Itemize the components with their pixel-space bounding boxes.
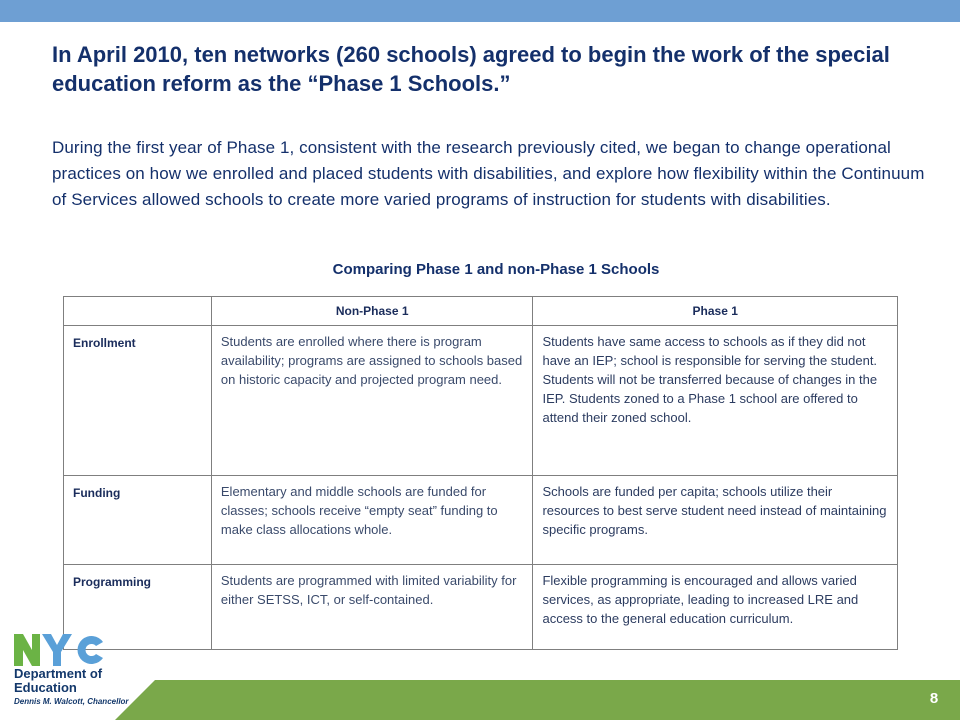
- page-number: 8: [929, 690, 939, 707]
- header-empty: [64, 297, 212, 326]
- table-row-enrollment: [64, 326, 898, 476]
- table-row-funding: [64, 476, 898, 565]
- header-phase-1: Phase 1: [533, 297, 898, 326]
- cell-funding-non-phase-1: Elementary and middle schools are funded for classes; schools receive “empty seat” funding to make class allocations whole.: [211, 476, 533, 565]
- comparison-table: [63, 296, 898, 650]
- logo-chancellor-text: Dennis M. Walcott, Chancellor: [14, 697, 129, 706]
- row-label-funding: Funding: [64, 476, 212, 565]
- slide-title: In April 2010, ten networks (260 schools) agreed to begin the work of the special education reform as the “Phase 1 Schools.”: [52, 42, 890, 96]
- table-row-programming: [64, 565, 898, 650]
- intro-paragraph: During the first year of Phase 1, consistent with the research previously cited, we began to change operational practices on how we enrolled and placed students with disabilities, and explore how flexibility within the Continuum of Services allowed schools to create more varied programs of instruction for students with disabilities.: [52, 138, 925, 209]
- table-caption: Comparing Phase 1 and non-Phase 1 Schools: [332, 261, 660, 278]
- cell-programming-phase-1: Flexible programming is encouraged and allows varied services, as appropriate, leading to increased LRE and access to the general education curriculum.: [533, 565, 898, 650]
- nyc-logo-icon: [10, 630, 122, 670]
- cell-funding-phase-1: Schools are funded per capita; schools utilize their resources to best serve student need instead of maintaining specific programs.: [533, 476, 898, 565]
- row-label-enrollment: Enrollment: [64, 326, 212, 476]
- logo-department-text: [14, 667, 102, 695]
- cell-enrollment-non-phase-1: Students are enrolled where there is program availability; programs are assigned to schools based on historic capacity and projected program need.: [211, 326, 533, 476]
- row-label-programming: Programming: [64, 565, 212, 650]
- header-non-phase-1: Non-Phase 1: [211, 297, 533, 326]
- bottom-green-band: [0, 680, 960, 720]
- table-header-row: [64, 297, 898, 326]
- cell-programming-non-phase-1: Students are programmed with limited variability for either SETSS, ICT, or self-contained.: [211, 565, 533, 650]
- logo-department-line1: Department of: [14, 666, 103, 681]
- top-accent-bar: [0, 0, 960, 22]
- logo-department-line2: Education: [14, 680, 77, 695]
- cell-enrollment-phase-1: Students have same access to schools as if they did not have an IEP; school is responsible for serving the student. Students will not be transferred because of changes in the IEP. Students zoned to a Phase 1 school are offered to attend their zoned school.: [533, 326, 898, 476]
